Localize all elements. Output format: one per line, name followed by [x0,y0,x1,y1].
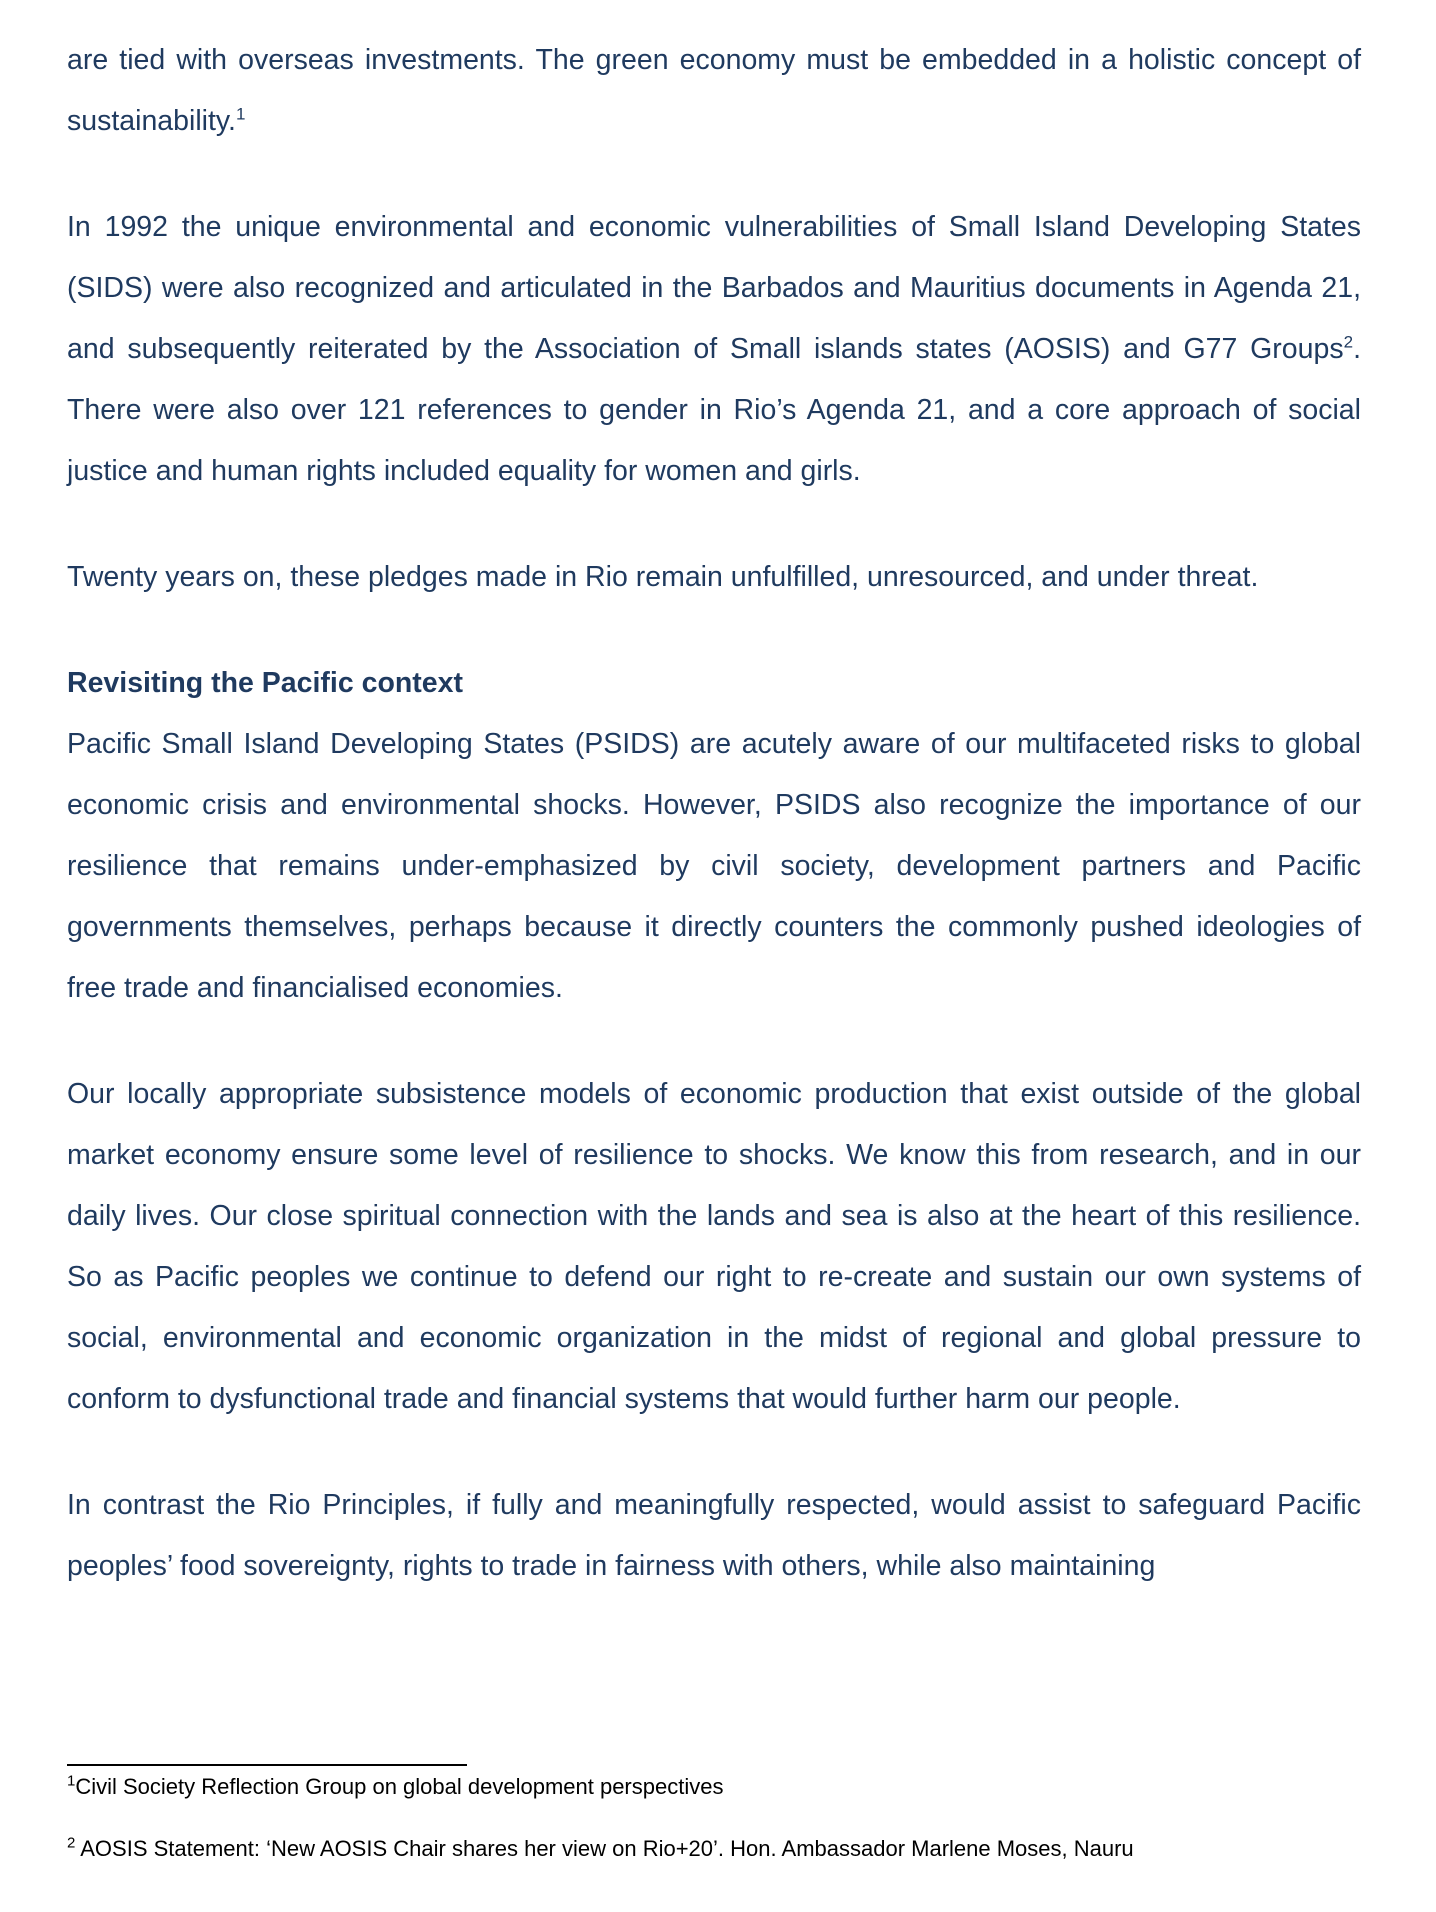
footnotes [67,1770,1361,1866]
footnote-separator [67,1764,467,1766]
document-page [67,30,1361,1597]
footnote-2 [67,1832,1361,1866]
footnote-ref-2[interactable]: 2 [1343,332,1354,352]
paragraph-text: are tied with overseas investments. The green economy must be embedded in a holistic concept of sustainability. [67,44,1361,137]
section-heading: Revisiting the Pacific context [67,667,463,699]
footnote-text: Civil Society Reflection Group on global development perspectives [75,1774,724,1799]
paragraph-psids: Pacific Small Island Developing States (PSIDS) are acutely aware of our multifaceted risks to global economic crisis and environmental shocks. However, PSIDS also recognize the importance of our resilience that remains under-emphasized by civil society, development partners and Pacific governments themselves, perhaps because it directly counters the commonly pushed ideologies of free trade and financialised economies. [67,728,1361,1004]
paragraph-rio-principles: In contrast the Rio Principles, if fully and meaningfully respected, would assist to safeguard Pacific peoples’ food sovereignty, rights to trade in fairness with others, while also maintaining [67,1489,1361,1582]
footnote-marker: 1 [67,1772,76,1790]
footnote-ref-1[interactable]: 1 [235,104,246,124]
paragraph-text-continued: . There were also over 121 references to gender in Rio’s Agenda 21, and a core approach of social justice and human rights included equality for women and girls. [67,333,1361,487]
paragraph-sids-1992 [67,197,1361,502]
paragraph-subsistence: Our locally appropriate subsistence models of economic production that exist outside of the global market economy ensure some level of resilience to shocks. We know this from research, and in our daily lives. Our close spiritual connection with the lands and sea is also at the heart of this resilience. So as Pacific peoples we continue to defend our right to re-create and sustain our own systems of social, environmental and economic organization in the midst of regional and global pressure to conform to dysfunctional trade and financial systems that would further harm our people. [67,1078,1361,1415]
footnote-marker: 2 [67,1834,76,1852]
paragraph-text: In 1992 the unique environmental and economic vulnerabilities of Small Island Developing States (SIDS) were also recognized and articulated in the Barbados and Mauritius documents in Agenda 21, and subsequently reiterated by the Association of Small islands states (AOSIS) and G77 Groups [67,211,1361,365]
footnote-1 [67,1770,1361,1804]
paragraph-green-economy [67,30,1361,152]
paragraph-twenty-years: Twenty years on, these pledges made in Rio remain unfulfilled, unresourced, and under threat. [67,561,1259,593]
footnote-text: AOSIS Statement: ‘New AOSIS Chair shares her view on Rio+20’. Hon. Ambassador Marlene Moses, Nauru [75,1836,1134,1861]
